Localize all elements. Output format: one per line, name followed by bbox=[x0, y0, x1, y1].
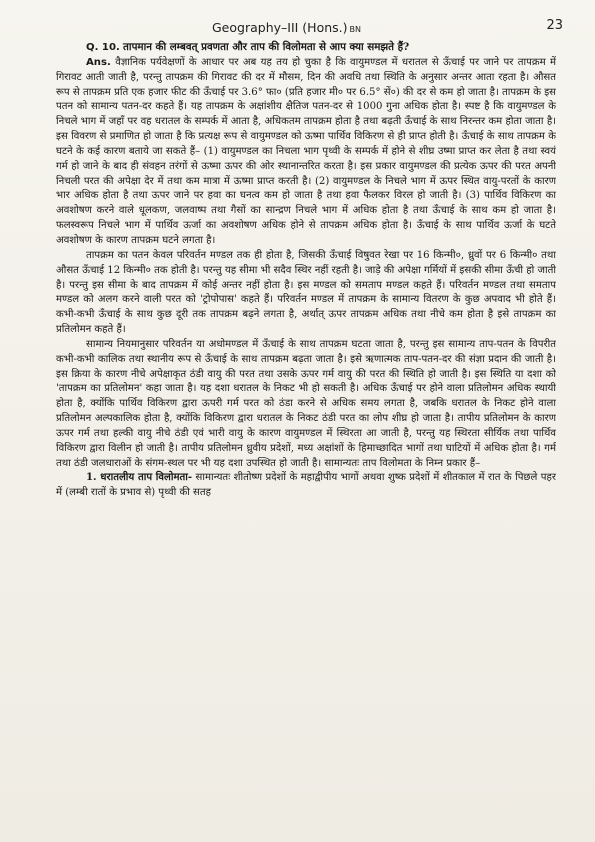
answer-paragraph-3: सामान्य नियमानुसार परिवर्तन या अधोमण्डल में ऊँचाई के साथ तापक्रम घटता जाता है, परन्तु इस सामान्य ताप-पतन के विपरीत कभी-कभी कालिक तथा स्थानीय रूप से ऊँचाई के साथ तापक्रम बढ़ता जाता है। इसे ऋणात्मक ताप-पतन-दर की संज्ञा प्रदान की जाती है। इस क्रिया के कारण नीचे अपेक्षाकृत ठंडी वायु की परत तथा उसके ऊपर गर्म वायु की परत की स्थिति हो जाती है। इस स्थिति या दशा को 'तापक्रम का प्रतिलोमन' कहा जाता है। यह दशा धरातल के निकट भी हो सकती है। अधिक ऊँचाई पर होने वाला प्रतिलोमन अधिक स्थायी होता है, क्योंकि पार्थिव विकिरण द्वारा ऊपरी गर्म परत को ठंडा करने से अधिक समय लगता है, जबकि धरातल के निकट होने वाला प्रतिलोमन अल्पकालिक होता है, क्योंकि विकिरण द्वारा धरातल के निकट ठंडी परत का लोप शीघ्र हो जाता है। तापीय प्रतिलोमन के कारण ऊपर गर्म तथा हल्की वायु नीचे ठंडी एवं भारी वायु के कारण वायुमण्डल में स्थिरता आ जाती है, परन्तु यह स्थिरता सीर्यिक तथा पार्थिव विकिरण द्वारा विलीन हो जाती है। तापीय प्रतिलोमन ध्रुवीय प्रदेशों, मध्य अक्षांशों के हिमाच्छादित भागों तथा घाटियों में अधिक होता है। गर्म तथा ठंडी जलधाराओं के संगम-स्थल पर भी यह दशा उपस्थित हो जाती है। सामान्यतः ताप विलोमता के निम्न प्रकार हैं– bbox=[56, 338, 556, 469]
section-1-text: सामान्यतः शीतोष्ण प्रदेशों के महाद्वीपीय भागों अथवा शुष्क प्रदेशों में शीतकाल में रात के पिछले पहर में (लम्बी रातों के प्रभाव से) पृथ्वी की सतह bbox=[56, 472, 556, 499]
answer-paragraph-1 bbox=[56, 56, 556, 249]
book-title bbox=[212, 20, 361, 35]
question-text: तापमान की लम्बवत् प्रवणता और ताप की विलोमता से आप क्या समझते हैं? bbox=[123, 41, 410, 53]
page-number: 23 bbox=[546, 18, 563, 33]
section-1-paragraph bbox=[56, 471, 556, 501]
answer-paragraph-2: तापक्रम का पतन केवल परिवर्तन मण्डल तक ही होता है, जिसकी ऊँचाई विषुवत रेखा पर 16 किन्मी०, ध्रुवों पर 6 किन्मी० तथा औसत ऊँचाई 12 किन्मी० तक होती है। परन्तु यह सीमा भी सदैव स्थिर नहीं रहती है। जाड़े की अपेक्षा गर्मियों में इसकी सीमा ऊँची हो जाती है। परन्तु इस सीमा के बाद तापक्रम में कोई अन्तर नहीं होता है। इस मण्डल को समताप मण्डल कहते हैं। परिवर्तन मण्डल तथा समताप मण्डल को अलग करने वाली परत को 'ट्रोपोपास' कहते हैं। परिवर्तन मण्डल में तापक्रम के सामान्य वितरण के कुछ अपवाद भी होते हैं। कभी-कभी ऊँचाई के साथ कुछ दूरी तक तापक्रम बढ़ने लगता है, अर्थात् ऊपर तापक्रम अधिक तथा नीचे कम होता है इसे तापक्रम का प्रतिलोमन कहते हैं। bbox=[56, 249, 556, 336]
section-1-heading: 1. धरातलीय ताप विलोमता- bbox=[86, 472, 193, 484]
question bbox=[56, 40, 556, 56]
answer-text-1: वैज्ञानिक पर्यवेक्षणों के आधार पर अब यह तय हो चुका है कि वायुमण्डल में धरातल से ऊँचाई पर जाने पर तापक्रम में गिरावट आती जाती है, परन्तु तापक्रम की गिरावट की दर में मौसम, दिन की अवधि तथा स्थिति के अनुसार अन्तर आता रहता है। औसत रूप से तापक्रम प्रति एक हजार फीट की ऊँचाई पर 3.6° फा० (प्रति हजार मी० पर 6.5° सें०) की दर से कम हो जाता है। तापक्रम के इस पतन को सामान्य पतन-दर कहते हैं। यह तापक्रम के अक्षांशीय क्षैतिज पतन-दर से 1000 गुना अधिक होता है। स्पष्ट है कि वायुमण्डल के निचले भाग में जहाँ पर वह धरातल के सम्पर्क में आता है, अधिकतम तापक्रम होता है तथा बढ़ती ऊँचाई के साथ निरन्तर कम होता जाता है। इस विवरण से प्रमाणित हो जाता है कि प्रत्यक्ष रूप से वायुमण्डल को ऊष्मा पार्थिव विकिरण से ही प्राप्त होती है। ऊँचाई के साथ तापक्रम के घटने के कई कारण बताये जा सकते हैं– (1) वायुमण्डल का निचला भाग पृथ्वी के सम्पर्क में होने से शीघ्र उष्मा प्राप्त कर लेता है तथा स्वयं गर्म हो जाने के बाद ही संवहन तरंगों से ऊष्मा ऊपर की ओर स्थानान्तरित करता है। इस प्रकार वायुमण्डल की प्रत्येक ऊपर की परत अपनी निचली परत की अपेक्षा देर में तथा कम मात्रा में ऊष्मा प्राप्त करती है। (2) वायुमण्डल के निचले भाग में ऊपर स्थित वायु-परतों के कारण भार अधिक होता है तथा ऊपर जाने पर हवा का घनत्व कम हो जाता है तथा हवा फैलकर विरल हो जाती है। (3) पार्थिव विकिरण का अवशोषण करने वाले धूलकण, जलवाष्प तथा गैसों का सान्द्रण निचले भाग में अधिक होता है तथा ऊँचाई के साथ कम हो जाता है। फलस्वरूप निचले भाग में पार्थिव ऊर्जा का अवशोषण अधिक होने से तापक्रम अधिक होता है। ऊँचाई के साथ पार्थिव ऊर्जा के घटते अवशोषण के कारण तापक्रम घटने लगता है। bbox=[56, 56, 556, 246]
book-title-suffix: BN bbox=[349, 25, 361, 34]
page-header bbox=[0, 18, 595, 38]
question-label: Q. 10. bbox=[86, 42, 120, 53]
answer-label: Ans. bbox=[86, 56, 111, 68]
book-title-main: Geography–III (Hons.) bbox=[212, 20, 348, 35]
page-content bbox=[56, 40, 556, 832]
